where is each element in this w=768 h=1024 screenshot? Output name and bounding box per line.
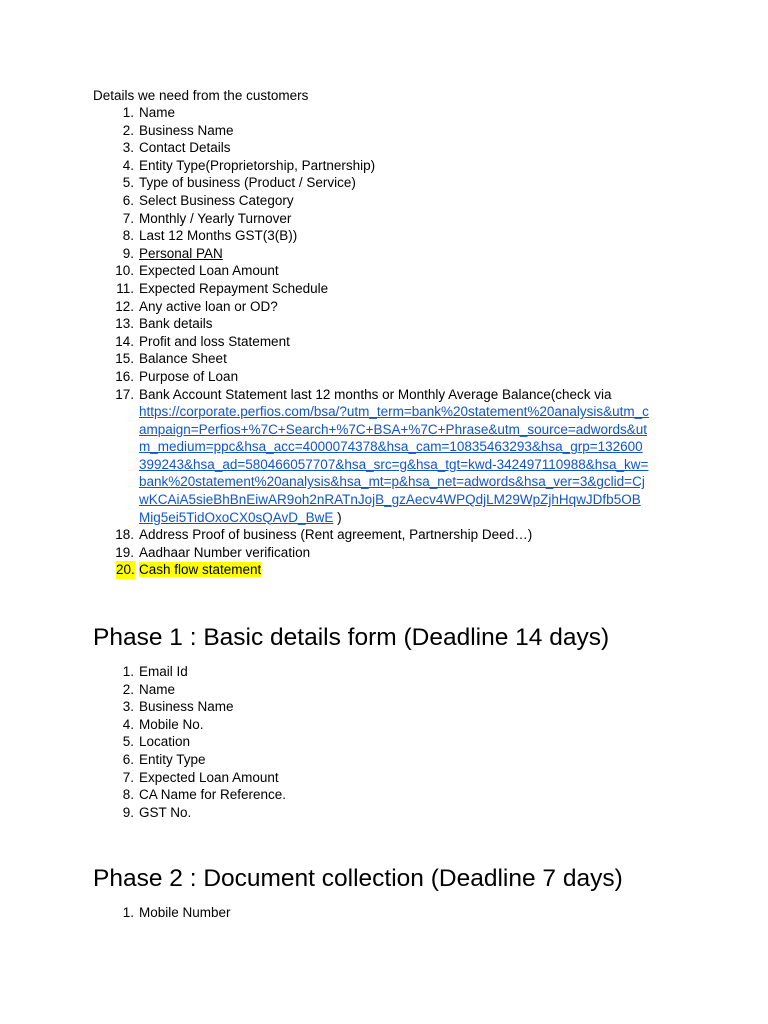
list-item: 14. Profit and loss Statement [115, 333, 290, 349]
list-item: 4. Mobile No. [122, 716, 204, 732]
highlighted-text: Cash flow statement [139, 562, 262, 578]
list-item: 6. Select Business Category [122, 192, 294, 208]
link-closing-paren: ) [333, 509, 342, 525]
link-line[interactable]: Mig5ei5TidOxoCX0sQAvD_BwE [139, 509, 334, 525]
list-item: 16. Purpose of Loan [115, 368, 239, 384]
list-item: 19. Aadhaar Number verification [115, 544, 311, 560]
list-item: 9. GST No. [122, 804, 192, 820]
list-item: 4. Entity Type(Proprietorship, Partnership) [122, 157, 376, 173]
list-item: 1. Name [122, 105, 176, 120]
list-item: 15. Balance Sheet [115, 351, 227, 367]
list-item: 10. Expected Loan Amount [115, 263, 279, 279]
list-item: 12. Any active loan or OD? [115, 298, 278, 314]
list-item: 6. Entity Type [122, 751, 206, 767]
list-item: 2. Business Name [122, 122, 234, 138]
list-item: 7. Monthly / Yearly Turnover [122, 210, 292, 226]
list-item: 8. Last 12 Months GST(3(B)) [122, 228, 298, 244]
link-line[interactable]: https://corporate.perfios.com/bsa/?utm_term=bank%20statement%20analysis&utm_c [139, 404, 649, 420]
link-line[interactable]: wKCAiA5sieBhBnEiwAR9oh2nRATnJojB_gzAecv4WPQdjLM29WpZjhHqwJDfb5OB [139, 492, 641, 508]
list-item: 18. Address Proof of business (Rent agreement, Partnership Deed…) [115, 527, 533, 543]
list-item-personal-pan: 9. Personal PAN [122, 245, 223, 261]
list-item: 1. Mobile Number [122, 905, 231, 920]
phase2-list [93, 904, 679, 922]
perfios-link[interactable] [139, 403, 679, 526]
highlighted-number: 20. [116, 562, 135, 578]
list-item: 1. Email Id [122, 664, 188, 679]
customer-details-list [93, 104, 679, 579]
list-item: 7. Expected Loan Amount [122, 769, 279, 785]
list-item: 3. Contact Details [122, 140, 231, 156]
phase1-heading: Phase 1 : Basic details form (Deadline 14 days) [93, 624, 610, 651]
phase2-heading: Phase 2 : Document collection (Deadline 7 days) [93, 865, 623, 892]
link-line[interactable]: 399243&hsa_ad=580466057707&hsa_src=g&hsa_tgt=kwd-342497110988&hsa_kw= [139, 456, 649, 472]
link-line[interactable]: ampaign=Perfios+%7C+Search+%7C+BSA+%7C+Phrase&utm_source=adwords&ut [139, 421, 648, 437]
list-item: 2. Name [122, 681, 176, 697]
list-item: 11. Expected Repayment Schedule [116, 280, 329, 296]
list-item: 5. Location [122, 734, 191, 750]
list-item-bank-statement: 17. Bank Account Statement last 12 months or Monthly Average Balance(check via https://corporate.perfios.com/bsa/?utm_term=bank%20statement%20analysis&utm_c ampaign=Perfios+%7C+Search+%7C+BSA+%7C+Phrase&utm_source=adwords&ut m_medium=ppc&hsa_acc=4000074378&hsa_cam=10835463293&hsa_grp=132600 399243&hsa_ad=580466057707&hsa_src=g&hsa_tgt=kwd-342497110988&hsa_kw= bank%20statement%20analysis&hsa_mt=p&hsa_net=adwords&hsa_ver=3&gclid=Cj wKCAiA5sieBhBnEiwAR9oh2nRATnJojB_gzAecv4WPQdjLM29WpZjhHqwJDfb5OB Mig5ei5TidOxoCX0sQAvD_BwE ) [93, 386, 679, 527]
link-line[interactable]: bank%20statement%20analysis&hsa_mt=p&hsa_net=adwords&hsa_ver=3&gclid=Cj [139, 474, 645, 490]
list-item: 8. CA Name for Reference. [122, 787, 287, 803]
intro-text: Details we need from the customers [93, 88, 309, 103]
link-line[interactable]: m_medium=ppc&hsa_acc=4000074378&hsa_cam=10835463293&hsa_grp=132600 [139, 439, 643, 455]
phase1-list [93, 663, 679, 821]
list-item-cash-flow-highlighted [93, 561, 679, 579]
list-item: 3. Business Name [122, 699, 234, 715]
list-item: 13. Bank details [115, 316, 213, 332]
list-item: 5. Type of business (Product / Service) [122, 175, 356, 191]
